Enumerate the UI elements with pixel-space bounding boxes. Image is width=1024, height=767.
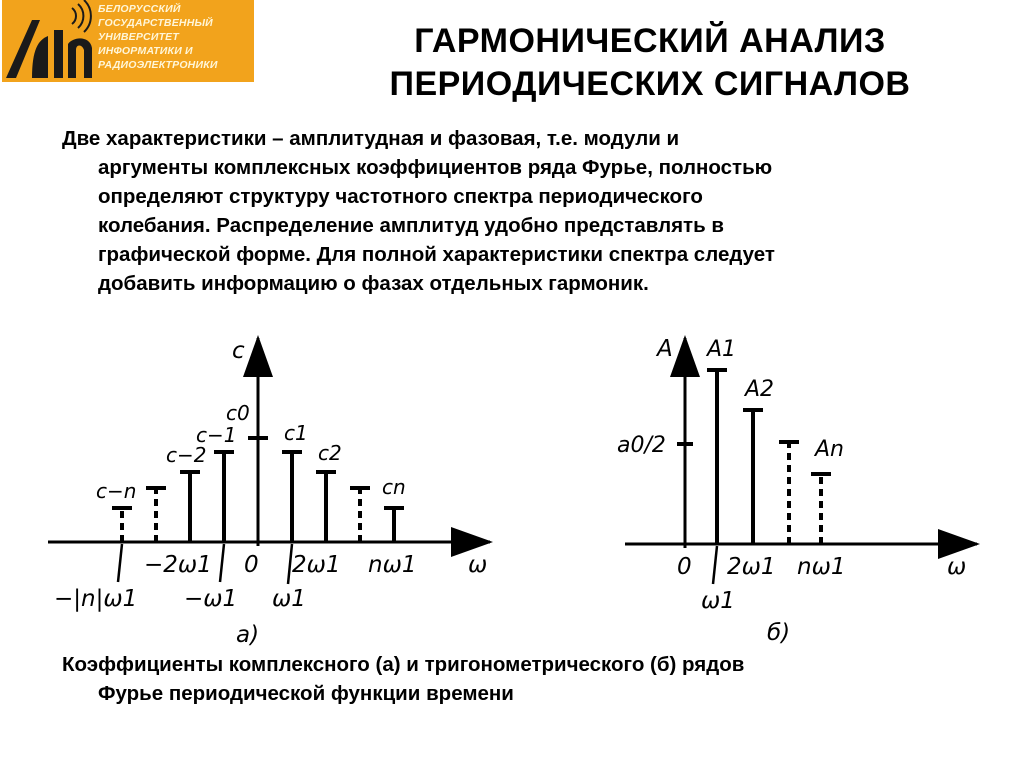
figure-caption bbox=[62, 650, 962, 708]
coeff-label: c0 bbox=[226, 401, 250, 425]
logo-line: ГОСУДАРСТВЕННЫЙ bbox=[98, 17, 213, 29]
logo-line: РАДИОЭЛЕКТРОНИКИ bbox=[98, 59, 218, 71]
tick-label: −2ω1 bbox=[144, 552, 212, 578]
panel-label-a: а) bbox=[236, 622, 260, 648]
logo-text bbox=[98, 2, 252, 72]
paragraph-line: добавить информацию о фазах отдельных гармоник. bbox=[98, 272, 649, 295]
university-logo bbox=[2, 0, 254, 82]
paragraph-line: Две характеристики – амплитудная и фазовая, т.е. модули и bbox=[62, 127, 680, 150]
caption-line-1: Коэффициенты комплексного (а) и тригонометрического (б) рядов bbox=[62, 653, 745, 676]
tick-label: ω1 bbox=[701, 588, 735, 614]
coeff-label: cn bbox=[382, 475, 406, 499]
tick-label: 0 bbox=[244, 552, 259, 578]
figure-b-trig-spectrum bbox=[605, 322, 995, 652]
bsuir-emblem-icon bbox=[2, 0, 98, 82]
figure-a-complex-spectrum bbox=[40, 330, 540, 660]
logo-line: УНИВЕРСИТЕТ bbox=[98, 31, 180, 43]
axis-label-c: c bbox=[232, 338, 245, 364]
tick-label: −ω1 bbox=[184, 586, 238, 612]
tick-label: −|n|ω1 bbox=[54, 586, 138, 612]
paragraph-line: графической форме. Для полной характеристики спектра следует bbox=[98, 243, 775, 266]
caption-line-2: Фурье периодической функции времени bbox=[98, 682, 514, 705]
slide-title bbox=[290, 20, 1010, 106]
coeff-label: A2 bbox=[745, 377, 775, 402]
coeff-label: An bbox=[815, 437, 844, 462]
level-label: a0/2 bbox=[617, 433, 666, 458]
tick-label: 2ω1 bbox=[292, 552, 341, 578]
tick-label: 2ω1 bbox=[727, 554, 776, 580]
tick-label: nω1 bbox=[368, 552, 417, 578]
axis-label-omega: ω bbox=[947, 554, 967, 580]
paragraph-line: колебания. Распределение амплитуд удобно представлять в bbox=[98, 214, 725, 237]
coeff-label: c−2 bbox=[166, 443, 207, 467]
panel-label-b: б) bbox=[767, 620, 791, 646]
coeff-label: A1 bbox=[707, 337, 737, 362]
paragraph-line: определяют структуру частотного спектра периодического bbox=[98, 185, 703, 208]
title-line-2: ПЕРИОДИЧЕСКИХ СИГНАЛОВ bbox=[389, 65, 911, 103]
logo-line: ИНФОРМАТИКИ И bbox=[98, 45, 193, 57]
paragraph-line: аргументы комплексных коэффициентов ряда Фурье, полностью bbox=[98, 156, 773, 179]
coeff-label: c2 bbox=[318, 441, 342, 465]
title-line-1: ГАРМОНИЧЕСКИЙ АНАЛИЗ bbox=[414, 22, 886, 60]
logo-line: БЕЛОРУССКИЙ bbox=[98, 3, 181, 15]
tick-label: 0 bbox=[677, 554, 692, 580]
axis-label-a: A bbox=[657, 336, 673, 362]
coeff-label: c−1 bbox=[196, 423, 237, 447]
axis-label-omega: ω bbox=[468, 552, 488, 578]
tick-label: ω1 bbox=[272, 586, 306, 612]
coeff-label: c1 bbox=[284, 421, 308, 445]
body-paragraph bbox=[62, 124, 962, 298]
coeff-label: c−n bbox=[96, 479, 137, 503]
tick-label: nω1 bbox=[797, 554, 846, 580]
